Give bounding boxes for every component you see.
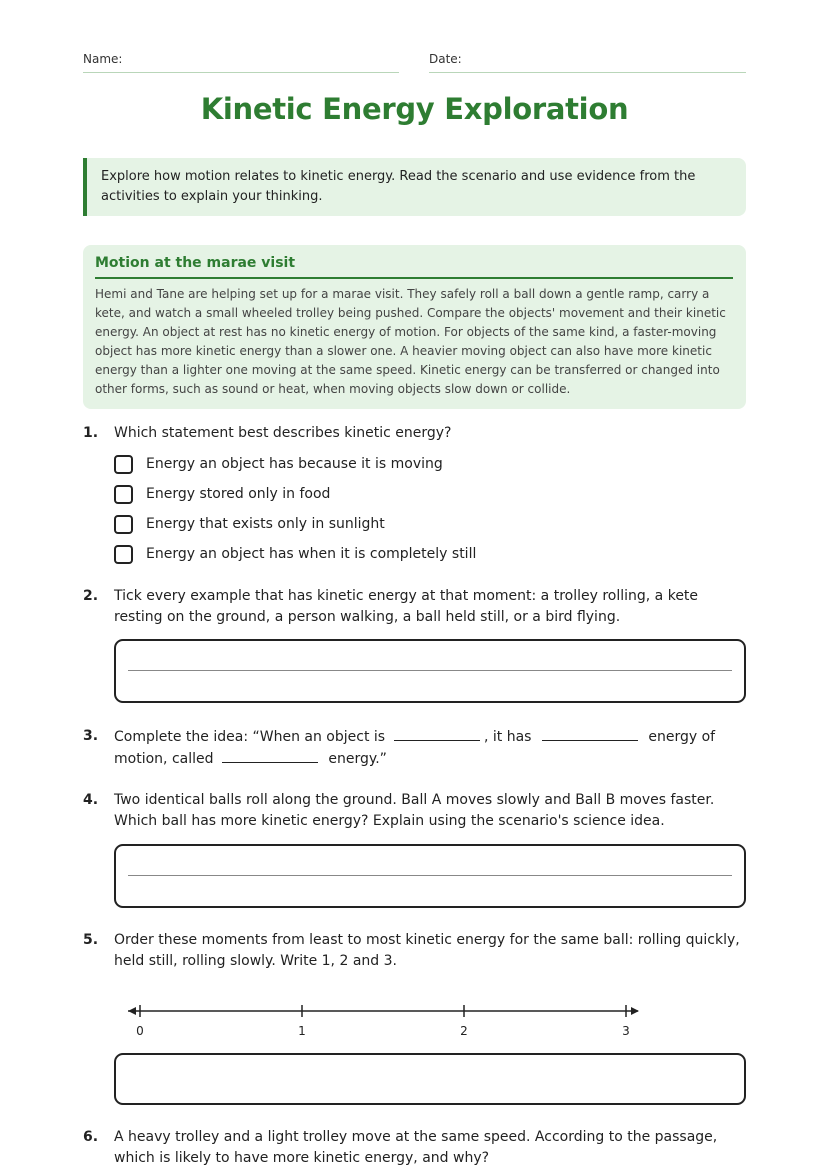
checkbox[interactable] [114, 515, 133, 534]
sentence-part: energy.” [328, 751, 387, 767]
option-label: Energy stored only in food [146, 486, 331, 502]
answer-box[interactable] [114, 844, 746, 908]
question-text: A heavy trolley and a light trolley move at the same speed. According to the passage, which is likely to have more kinetic energy, and why? [114, 1129, 718, 1166]
question-1 [83, 423, 746, 573]
checkbox[interactable] [114, 455, 133, 474]
tick-label: 1 [298, 1024, 306, 1038]
question-number: 6. [83, 1129, 99, 1145]
question-5 [83, 930, 746, 978]
question-2 [83, 586, 746, 706]
scenario-text: Hemi and Tane are helping set up for a marae visit. They safely roll a ball down a gentle ramp, carry a kete, and watch a small wheeled trolley being pushed. Compare the objects' movement and their kinetic energy. An object at rest has no kinetic energy of motion. For objects of the same kind, a faster-moving object has more kinetic energy than a slower one. A heavier moving object can also have more kinetic energy than a lighter one moving at the same speed. Kinetic energy can be transferred or changed into other forms, such as sound or heat, when moving objects slow down or collide. [95, 287, 726, 396]
tick-label: 2 [460, 1024, 468, 1038]
page-title: Kinetic Energy Exploration [200, 92, 629, 126]
question-text: Two identical balls roll along the ground. Ball A moves slowly and Ball B moves faster. Which ball has more kinetic energy? Explain using the scenario's science idea. [114, 792, 715, 829]
question-text: Tick every example that has kinetic energy at that moment: a trolley rolling, a kete resting on the ground, a person walking, a ball held still, or a bird flying. [114, 588, 699, 625]
left-arrow-icon [128, 1007, 136, 1015]
option-label: Energy an object has when it is completely still [146, 546, 477, 562]
scenario-box [83, 245, 746, 409]
option-label: Energy that exists only in sunlight [146, 516, 385, 532]
blank-1[interactable] [394, 726, 480, 741]
question-3 [83, 726, 746, 770]
name-date-row [83, 52, 746, 74]
question-4 [83, 790, 746, 910]
date-label: Date: [429, 52, 462, 66]
question-number: 5. [83, 932, 99, 948]
blank-3[interactable] [222, 748, 318, 763]
question-number: 3. [83, 728, 99, 744]
name-label: Name: [83, 52, 123, 66]
question-number: 1. [83, 425, 99, 441]
checkbox[interactable] [114, 545, 133, 564]
option-3[interactable] [114, 514, 714, 538]
question-number: 2. [83, 588, 99, 604]
option-1[interactable] [114, 454, 714, 478]
sentence-part: called [171, 751, 214, 767]
writing-line [128, 875, 732, 876]
sentence-part: Complete the idea: “When an object is [114, 729, 386, 745]
answer-box[interactable] [114, 639, 746, 703]
checkbox[interactable] [114, 485, 133, 504]
option-2[interactable] [114, 484, 714, 508]
number-line [126, 996, 646, 1046]
question-text: Order these moments from least to most kinetic energy for the same ball: rolling quickly, held still, rolling slowly. Write 1, 2 and 3. [114, 932, 740, 969]
question-number: 4. [83, 792, 99, 808]
question-text: Which statement best describes kinetic energy? [114, 425, 452, 441]
name-field[interactable] [83, 52, 399, 73]
writing-line [128, 670, 732, 671]
tick-label: 0 [136, 1024, 144, 1038]
sentence-part: , it has [483, 729, 532, 745]
option-4[interactable] [114, 544, 714, 568]
tick-label: 3 [622, 1024, 630, 1038]
right-arrow-icon [631, 1007, 639, 1015]
date-field[interactable] [429, 52, 746, 73]
option-label: Energy an object has because it is moving [146, 456, 443, 472]
answer-box[interactable] [114, 1053, 746, 1105]
blank-2[interactable] [542, 726, 638, 741]
number-line-axis [126, 996, 646, 1022]
question-6 [83, 1127, 746, 1171]
sentence-part: energy of motion, [114, 729, 716, 767]
intro-callout: Explore how motion relates to kinetic energy. Read the scenario and use evidence from the activities to explain your thinking. [83, 158, 746, 216]
scenario-title: Motion at the marae visit [95, 255, 733, 279]
fill-in-sentence [114, 726, 746, 770]
